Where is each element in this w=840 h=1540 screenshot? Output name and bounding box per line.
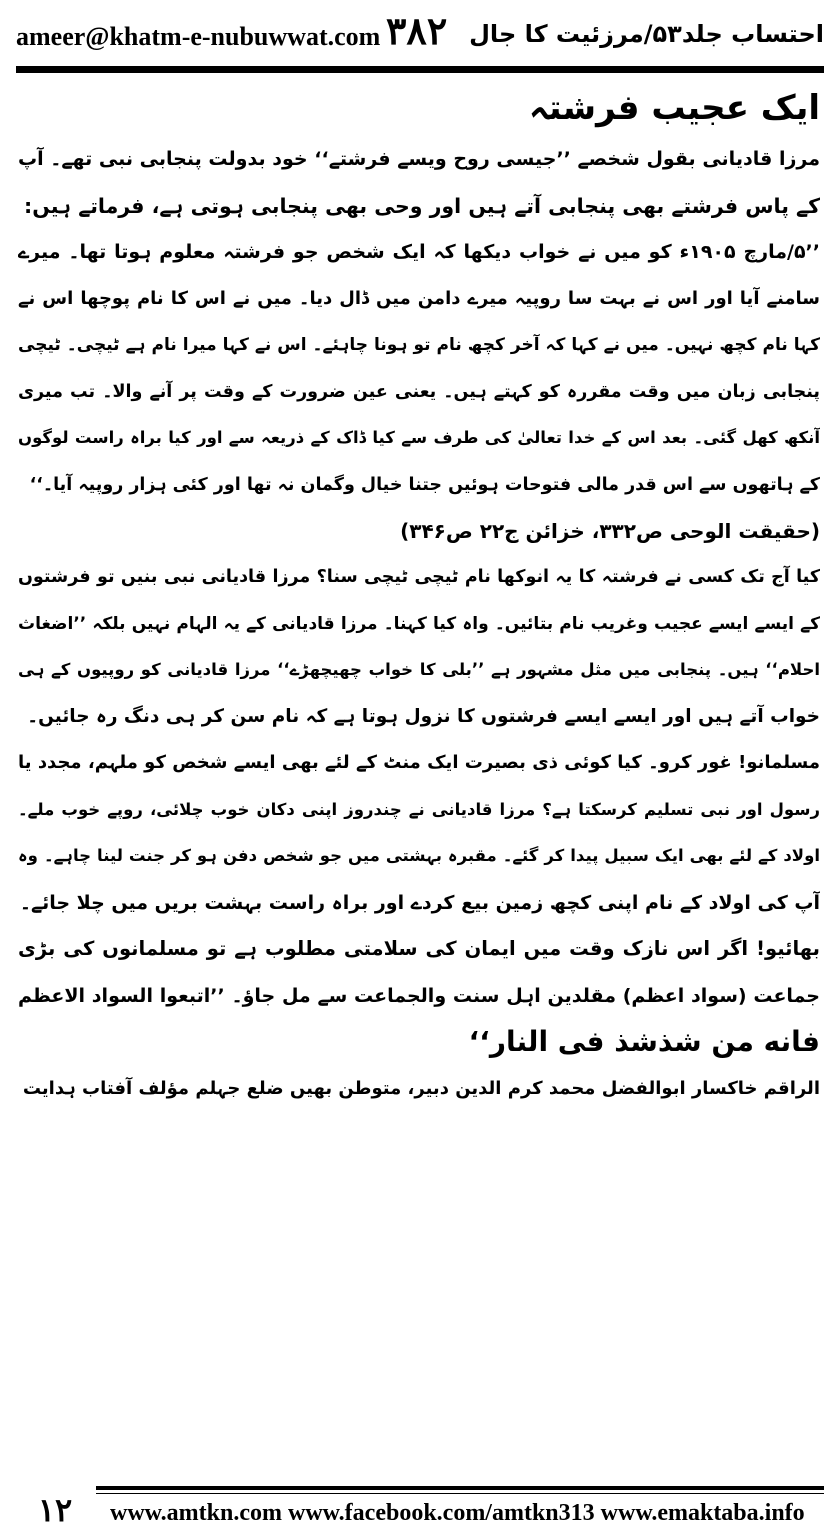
header-rule <box>16 66 824 73</box>
quote-line: ’’۵/مارچ ۱۹۰۵ء کو میں نے خواب دیکھا کہ ایک شخص جو فرشتہ معلوم ہوتا تھا۔ میرے <box>18 241 820 263</box>
header-email[interactable]: ameer@khatm-e-nubuwwat.com <box>16 22 381 51</box>
text-line: کے ایسے ایسے عجیب وغریب نام بتائیں۔ واہ کیا کہنا۔ مرزا قادیانی کے یہ الہام نہیں بلکہ ’’اضغاث <box>18 613 820 634</box>
article-title: ایک عجیب فرشتہ <box>528 88 820 128</box>
text-line: کے پاس فرشتے بھی پنجابی آتے ہیں اور وحی بھی پنجابی ہوتی ہے، فرماتے ہیں: <box>24 193 820 218</box>
text-line: بھائیو! اگر اس نازک وقت میں ایمان کی سلامتی مطلوب ہے تو مسلمانوں کی بڑی <box>18 937 820 960</box>
article-body <box>18 80 820 1112</box>
text-line: اولاد کے لئے بھی ایک سبیل پیدا کر گئے۔ مقبرہ بہشتی میں جو شخص دفن ہو کر جنت لینا چاہے۔ وہ <box>18 846 820 865</box>
quote-line: آنکھ کھل گئی۔ بعد اس کے خدا تعالیٰ کی طرف سے کیا ڈاک کے ذریعہ سے اور کیا براہ راست لوگوں <box>18 428 820 447</box>
header-page-number: ۳۸۲ <box>386 8 448 53</box>
text-line: احلام‘‘ ہیں۔ پنجابی میں مثل مشہور ہے ’’بلی کا خواب چھیچھڑے‘‘ مرزا قادیانی کو روپیوں کے ہی <box>18 660 820 679</box>
page-footer <box>18 1486 824 1534</box>
text-line: مسلمانو! غور کرو۔ کیا کوئی ذی بصیرت ایک منٹ کے لئے بھی ایسے شخص کو ملہم، مجدد یا <box>18 752 820 773</box>
arabic-quote-line: فانه من شذشذ فی النار‘‘ <box>468 1025 820 1058</box>
signature-line: الراقم خاکسار ابوالفضل محمد کرم الدین دبیر، متوطن بھیں ضلع جہلم مؤلف آفتاب ہدایت <box>22 1077 820 1099</box>
citation-reference: (حقیقت الوحی ص۳۳۲، خزائن ج۲۲ ص۳۴۶) <box>400 519 820 543</box>
text-line: آپ کی اولاد کے نام اپنی کچھ زمین بیع کردے اور براہ راست بہشت بریں میں چلا جائے۔ <box>19 891 820 914</box>
footer-links[interactable]: www.amtkn.com www.facebook.com/amtkn313 www.emaktaba.info <box>110 1500 805 1526</box>
text-line: جماعت (سواد اعظم) مقلدین اہل سنت والجماعت سے مل جاؤ۔ ’’اتبعوا السواد الاعظم <box>18 984 820 1007</box>
quote-line: پنجابی زبان میں وقت مقررہ کو کہتے ہیں۔ یعنی عین ضرورت کے وقت پر آنے والا۔ تب میری <box>18 381 820 402</box>
quote-line: کہا نام کچھ نہیں۔ میں نے کہا کہ آخر کچھ نام تو ہونا چاہئے۔ اس نے کہا میرا نام ہے ٹیچی۔ ٹیچی <box>18 335 820 355</box>
quote-line: کے ہاتھوں سے اس قدر مالی فتوحات ہوئیں جتنا خیال وگمان نہ تھا اور کئی ہزار روپیہ آیا۔‘‘ <box>29 474 820 495</box>
text-line: مرزا قادیانی بقول شخصے ’’جیسی روح ویسے فرشتے‘‘ خود بدولت پنجابی نبی تھے۔ آپ <box>18 148 820 170</box>
footer-bar <box>96 1486 824 1534</box>
page-header <box>16 8 824 68</box>
quote-line: سامنے آیا اور اس نے بہت سا روپیہ میرے دامن میں ڈال دیا۔ میں نے اس کا نام پوچھا اس نے <box>18 287 820 309</box>
text-line: رسول اور نبی تسلیم کرسکتا ہے؟ مرزا قادیانی نے چندروز اپنی دکان خوب چلائی، روپے خوب ملے۔ <box>18 799 820 819</box>
text-line: خواب آتے ہیں اور ایسے ایسے فرشتوں کا نزول ہوتا ہے کہ نام سن کر ہی دنگ رہ جائیں۔ <box>27 705 820 727</box>
text-line: کیا آج تک کسی نے فرشتہ کا یہ انوکھا نام ٹیچی ٹیچی سنا؟ مرزا قادیانی نبی بنیں تو فرشتوں <box>18 567 820 587</box>
running-title: احتساب جلد۵۳/مرزئیت کا جال <box>469 20 824 48</box>
footer-page-number: ۱۲ <box>37 1491 73 1529</box>
